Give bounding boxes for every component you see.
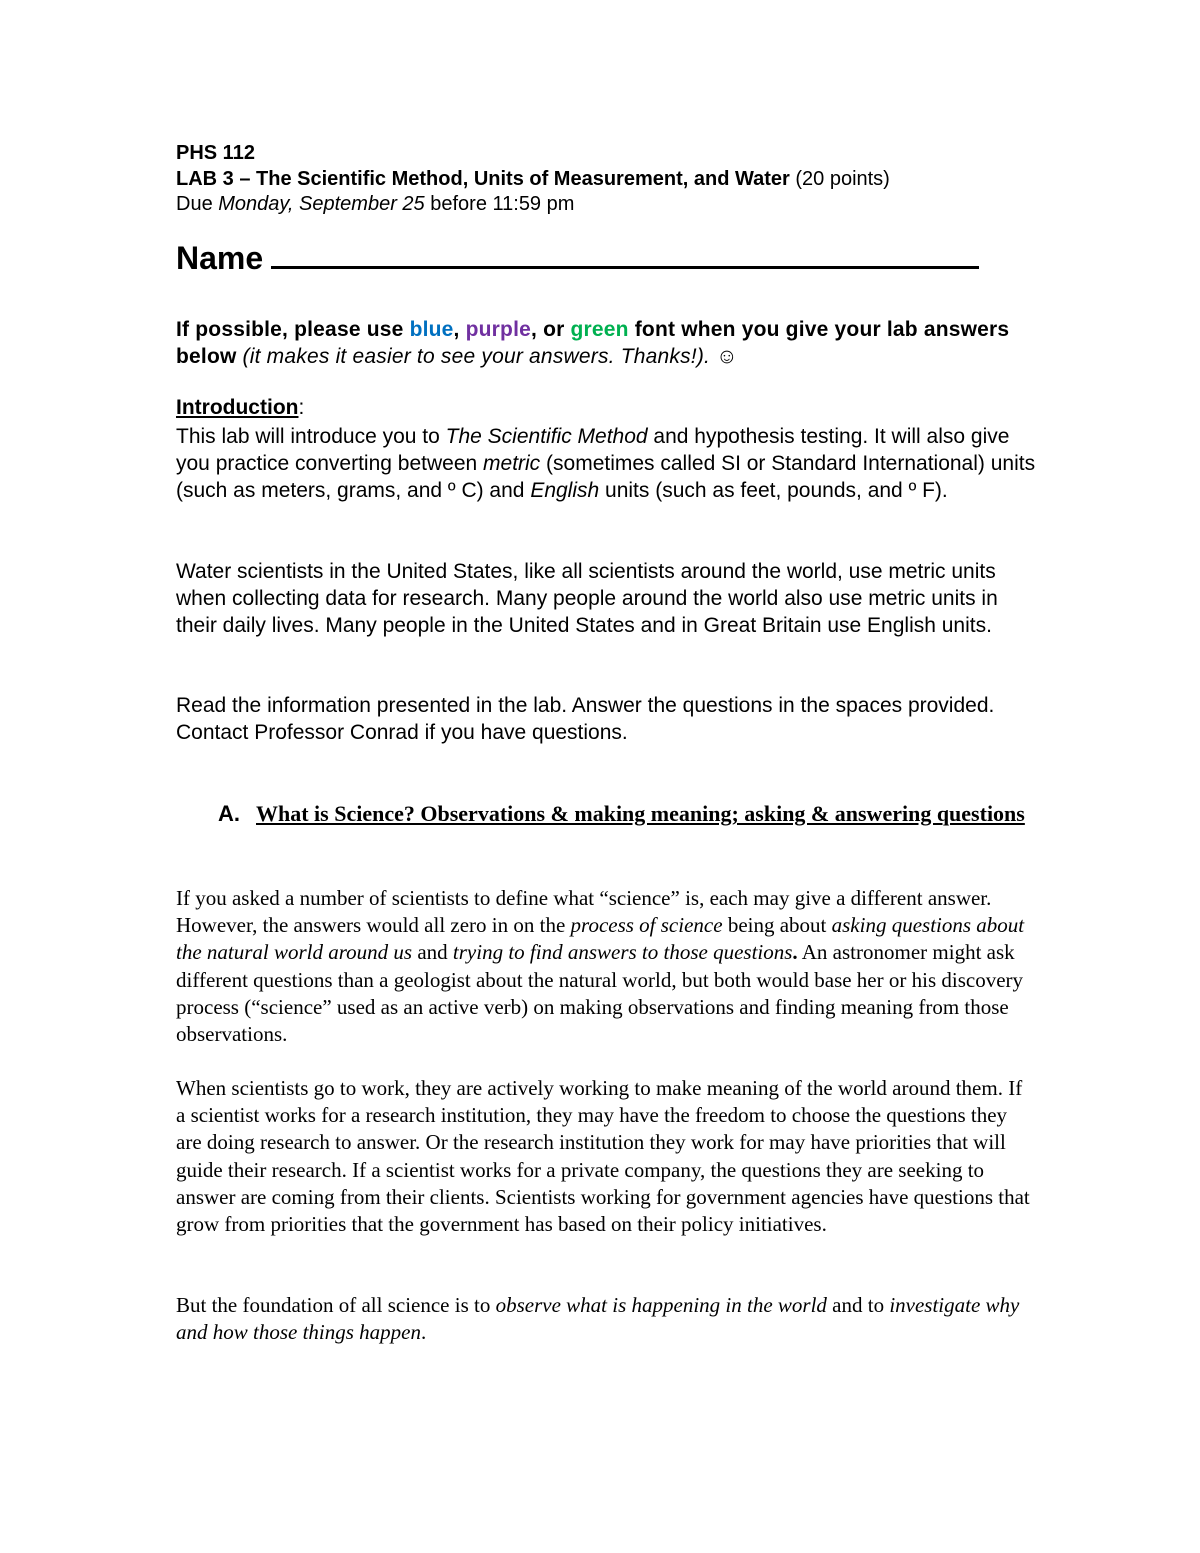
intro-p1-b: The Scientific Method <box>445 425 648 448</box>
section-a-paragraph-3 <box>176 1292 1036 1346</box>
sa-p1-g: . <box>792 940 798 965</box>
intro-p1-g: units (such as feet, pounds, and º F). <box>599 479 948 502</box>
section-a-paragraph-1 <box>176 885 1036 1048</box>
section-a-paragraph-2: When scientists go to work, they are actively working to make meaning of the world around them. If a scientist works for a research institution, they may have the freedom to choose the questions they are doing research to answer. Or the research institution they work for may have priorities that will guide their research. If a scientist works for a private company, the questions they are seeking to answer are coming from their clients. Scientists working for government agencies have questions that grow from priorities that the government has based on their policy initiatives. <box>176 1076 1030 1237</box>
sa-p1-d: asking questions about the natural world around us <box>176 913 1025 965</box>
sa-p3-b: observe what is happening in the world <box>495 1293 827 1317</box>
due-prefix: Due <box>176 193 219 215</box>
lab-title-text: LAB 3 – The Scientific Method, Units of Measurement, and Water <box>176 168 790 190</box>
sa-p1-b: process of science <box>570 913 723 938</box>
due-date-line <box>176 193 1036 216</box>
sa-p1-a: If you asked a number of scientists to define what “science” is, each may give a different answer. However, the answers would all zero in on the <box>176 886 992 938</box>
instr-blue: blue <box>409 318 454 341</box>
sa-p1-c: being about <box>722 913 832 938</box>
introduction-heading-text: Introduction <box>176 396 299 419</box>
section-a-letter: A. <box>218 801 240 826</box>
instr-smiley: . ☺ <box>704 345 738 368</box>
instr-text-2: , <box>453 318 466 341</box>
sa-p1-f: trying to find answers to those questions <box>452 940 793 965</box>
due-suffix: before 11:59 pm <box>424 193 575 215</box>
intro-paragraph-2: Water scientists in the United States, like all scientists around the world, use metric units when collecting data for research. Many people around the world also use metric units in their daily lives. Many people in the United States and in Great Britain use English units. <box>176 560 998 637</box>
sa-p3-e: . <box>421 1320 427 1345</box>
instr-text-1: If possible, please use <box>176 318 410 341</box>
intro-p1-c: and hypothesis testing. It will also give you practice converting between <box>176 425 1010 475</box>
instr-green: green <box>570 318 629 341</box>
intro-p1-e: (sometimes called SI or Standard International) units (such as meters, grams, and º C) and <box>176 452 1036 502</box>
introduction-colon: : <box>298 396 305 419</box>
intro-paragraph-1 <box>176 423 1036 504</box>
instr-text-4: font when you give your lab answers below <box>176 318 1010 368</box>
instr-purple: purple <box>465 318 531 341</box>
course-code: PHS 112 <box>176 142 255 164</box>
introduction-heading <box>176 396 1036 420</box>
sa-p3-a: But the foundation of all science is to <box>176 1293 496 1317</box>
due-date: Monday, September 25 <box>218 193 425 215</box>
lab-title <box>176 168 1036 191</box>
sa-p1-e: and <box>412 940 453 965</box>
intro-p1-a: This lab will introduce you to <box>176 425 446 448</box>
instr-note: (it makes it easier to see your answers. Thanks!) <box>236 345 705 368</box>
name-blank-line[interactable] <box>271 240 979 269</box>
name-label: Name <box>176 240 264 276</box>
intro-p1-f: English <box>530 479 600 502</box>
color-instructions <box>176 316 1036 370</box>
sa-p3-d: investigate why and how those things happen <box>176 1293 1020 1345</box>
lab-points: (20 points) <box>789 168 890 190</box>
instr-text-3: , or <box>531 318 571 341</box>
sa-p3-c: and to <box>826 1293 890 1317</box>
intro-paragraph-3: Read the information presented in the lab. Answer the questions in the spaces provided. Contact Professor Conrad if you have questions. <box>176 694 995 744</box>
intro-p1-d: metric <box>483 452 541 475</box>
name-field[interactable] <box>176 240 1036 277</box>
section-a-title: What is Science? Observations & making meaning; asking & answering questions <box>256 801 1025 826</box>
sa-p1-h: An astronomer might ask different questions than a geologist about the natural world, but both would base her or his discovery process (“science” used as an active verb) on making observations and finding meaning from those observations. <box>176 940 1024 1047</box>
